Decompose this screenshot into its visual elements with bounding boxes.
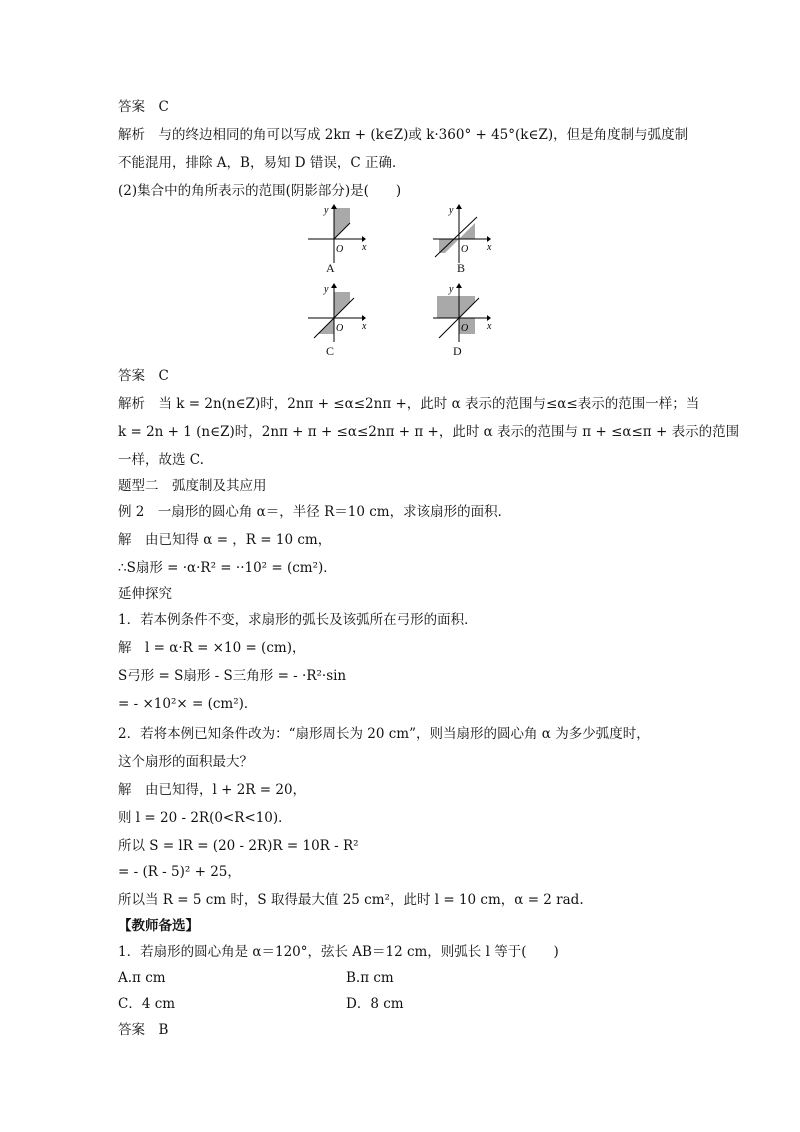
ext-q2-sol-5: 所以当 R = 5 cm 时，S 取得最大值 25 cm²，此时 l = 10 cm，α = 2 rad.: [118, 892, 584, 908]
figure-d-y-label: y: [449, 284, 454, 295]
example-2: 例 2 一扇形的圆心角 α＝，半径 R＝10 cm，求该扇形的面积．: [118, 504, 512, 520]
ext-q2-sol-4: = - (R - 5)² + 25，: [118, 864, 241, 880]
option-d: D．8 cm: [346, 996, 404, 1012]
figure-d-origin: O: [461, 323, 469, 334]
solution-1: 解 由已知得 α = ，R = 10 cm，: [118, 532, 332, 548]
ext-q1-sol-3: = - ×10²× = (cm²)．: [118, 696, 258, 712]
ext-q2-sol-3: 所以 S = lR = (20 - 2R)R = 10R - R²: [118, 838, 359, 854]
figure-d-graph: [425, 282, 495, 348]
figure-a-x-label: x: [362, 242, 367, 253]
figure-b-y-label: y: [449, 205, 454, 216]
figure-c-y-label: y: [324, 284, 329, 295]
figure-b-graph: [425, 203, 495, 269]
figure-a: [300, 203, 370, 275]
section-heading: 题型二 弧度制及其应用: [118, 478, 267, 494]
figure-a-graph: [300, 203, 370, 269]
ext-q2a: 2．若将本例已知条件改为：“扇形周长为 20 cm”，则当扇形的圆心角 α 为多少弧度时，: [118, 726, 650, 742]
ext-q2b: 这个扇形的面积最大？: [118, 754, 253, 770]
option-a: A.π cm: [118, 970, 166, 986]
option-b: B.π cm: [346, 970, 394, 986]
analysis-1b: 不能混用，排除 A，B，易知 D 错误，C 正确．: [118, 155, 406, 171]
ext-q2-sol-2: 则 l = 20 - 2R(0<R<10)．: [118, 810, 292, 826]
analysis-1a: 解析 与的终边相同的角可以写成 2kπ + (k∈Z)或 k·360° + 45°(k∈Z)，但是角度制与弧度制: [118, 127, 689, 143]
figure-d: [425, 282, 495, 358]
figure-d-label: D: [453, 344, 462, 358]
ext-q1-sol-1: 解 l = α·R = ×10 = (cm)，: [118, 640, 306, 656]
analysis-2b: k = 2n + 1 (n∈Z)时，2nπ + π + ≤α≤2nπ + π +，此时 α 表示的范围与 π + ≤α≤π + 表示的范围: [118, 424, 740, 440]
analysis-2a: 解析 当 k = 2n(n∈Z)时，2nπ + ≤α≤2nπ +，此时 α 表示的范围与≤α≤表示的范围一样；当: [118, 396, 700, 412]
extension-heading: 延伸探究: [118, 586, 172, 602]
answer-2: 答案 C: [118, 368, 169, 384]
solution-2: ∴S扇形 = ·α·R² = ··10² = (cm²)．: [118, 560, 337, 576]
figure-b: [425, 203, 495, 275]
figure-c-x-label: x: [362, 321, 367, 332]
ext-q2-sol-1: 解 由已知得，l + 2R = 20，: [118, 782, 307, 798]
figure-c-label: C: [326, 344, 335, 358]
figure-a-y-label: y: [324, 205, 329, 216]
figure-c-origin: O: [336, 323, 344, 334]
figure-b-label: B: [457, 261, 466, 275]
teacher-selection: 【教师备选】: [118, 918, 199, 934]
answer-3: 答案 B: [118, 1022, 169, 1038]
option-c: C．4 cm: [118, 996, 176, 1012]
figure-d-x-label: x: [487, 321, 492, 332]
figure-b-origin: O: [461, 244, 469, 255]
figure-c: [300, 282, 370, 358]
figure-a-label: A: [326, 261, 335, 275]
ext-q1: 1．若本例条件不变，求扇形的弧长及该弧所在弓形的面积．: [118, 612, 478, 628]
answer-1: 答案 C: [118, 99, 169, 115]
figure-c-graph: [300, 282, 370, 348]
figure-b-x-label: x: [487, 242, 492, 253]
question-2: (2)集合中的角所表示的范围(阴影部分)是( ): [118, 183, 402, 199]
analysis-2c: 一样，故选 C.: [118, 452, 204, 468]
figure-a-origin: O: [336, 244, 344, 255]
ext-q1-sol-2: S弓形 = S扇形 - S三角形 = - ·R²·sin: [118, 668, 347, 684]
ts-question-1: 1．若扇形的圆心角是 α＝120°，弦长 AB＝12 cm，则弧长 l 等于( ): [118, 944, 559, 960]
